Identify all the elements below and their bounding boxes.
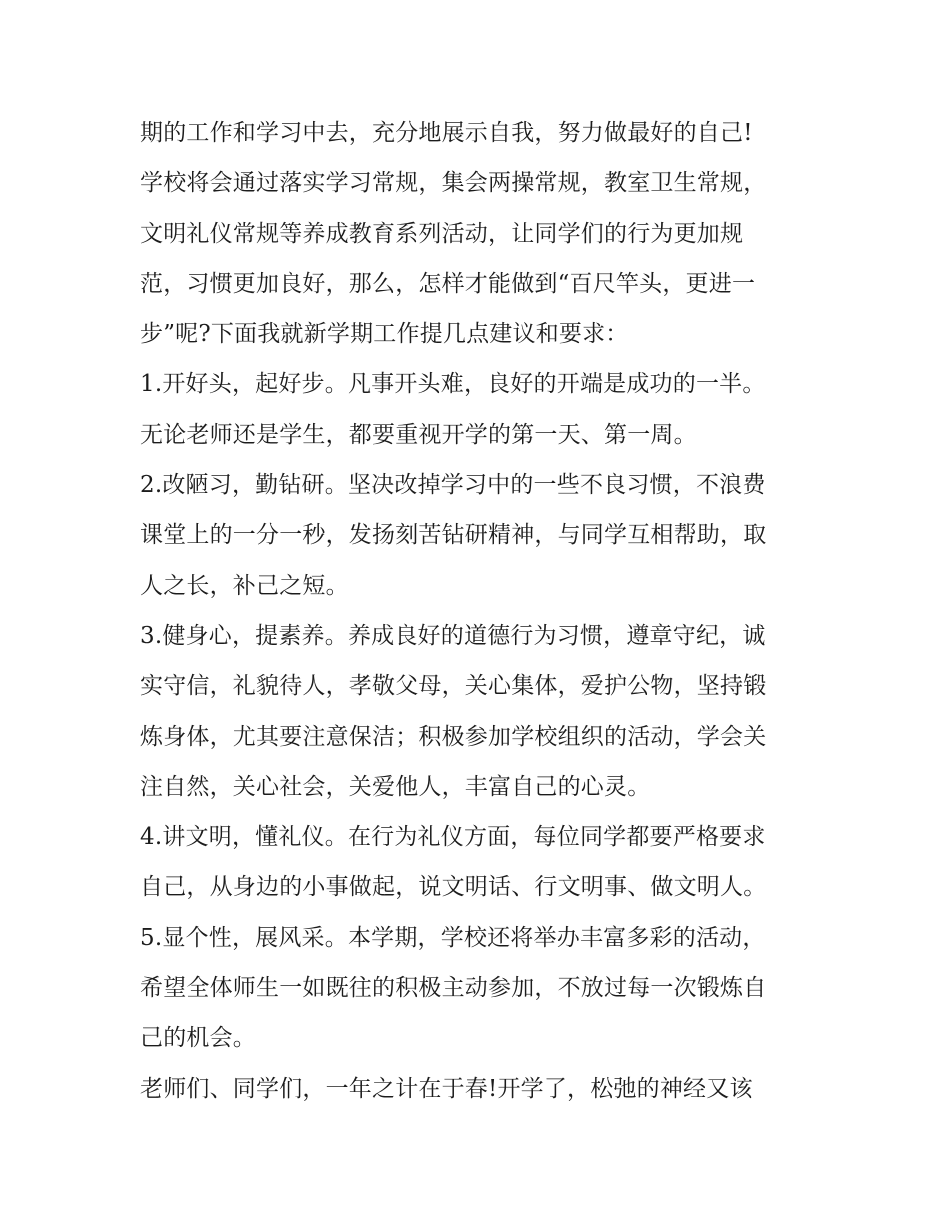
list-item-3-line: 实守信，礼貌待人，孝敬父母，关心集体，爱护公物，坚持锻 xyxy=(140,673,767,700)
text-line: 文明礼仪常规等养成教育系列活动，让同学们的行为更加规 xyxy=(140,220,744,247)
list-item-5-line: 己的机会。 xyxy=(140,1025,256,1052)
list-item-5-line: 5.显个性，展风采。本学期，学校还将举办丰富多彩的活动， xyxy=(140,924,766,951)
list-item-1-line: 无论老师还是学生，都要重视开学的第一天、第一周。 xyxy=(140,421,697,448)
list-item-2-line: 2.改陋习，勤钻研。坚决改掉学习中的一些不良习惯，不浪费 xyxy=(140,472,766,499)
list-item-2-line: 课堂上的一分一秒，发扬刻苦钻研精神，与同学互相帮助，取 xyxy=(140,522,767,549)
list-item-2-line: 人之长，补己之短。 xyxy=(140,572,349,599)
text-line: 老师们、同学们，一年之计在于春!开学了，松弛的神经又该 xyxy=(140,1075,753,1102)
list-item-4-line: 自己，从身边的小事做起，说文明话、行文明事、做文明人。 xyxy=(140,874,767,901)
list-item-5-line: 希望全体师生一如既往的积极主动参加，不放过每一次锻炼自 xyxy=(140,975,767,1002)
text-line: 范，习惯更加良好，那么，怎样才能做到“百尺竿头，更进一 xyxy=(140,270,756,297)
list-item-1-line: 1.开好头，起好步。凡事开头难，良好的开端是成功的一半。 xyxy=(140,371,766,398)
list-item-3-line: 注自然，关心社会，关爱他人，丰富自己的心灵。 xyxy=(140,773,651,800)
text-line: 期的工作和学习中去，充分地展示自我，努力做最好的自己! xyxy=(140,120,753,146)
document-body xyxy=(140,108,820,1114)
text-line: 学校将会通过落实学习常规，集会两操常规，教室卫生常规， xyxy=(140,170,767,197)
list-item-4-line: 4.讲文明，懂礼仪。在行为礼仪方面，每位同学都要严格要求 xyxy=(140,824,766,851)
text-line: 步”呢?下面我就新学期工作提几点建议和要求： xyxy=(140,321,629,348)
list-item-3-line: 3.健身心，提素养。养成良好的道德行为习惯，遵章守纪，诚 xyxy=(140,622,766,649)
list-item-3-line: 炼身体，尤其要注意保洁；积极参加学校组织的活动，学会关 xyxy=(140,723,767,750)
